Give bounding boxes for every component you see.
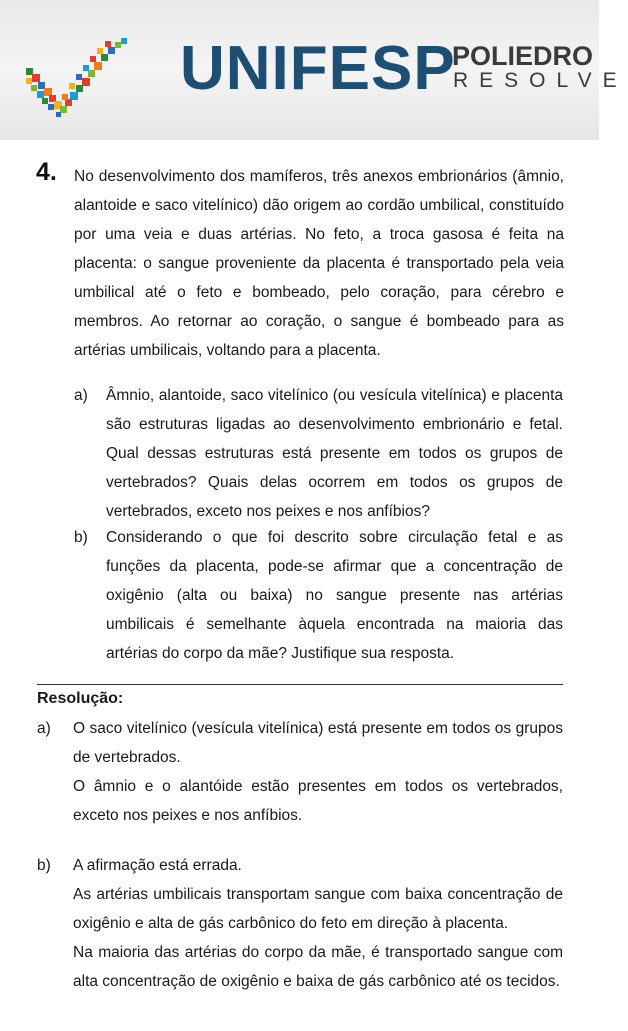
- item-text: Considerando o que foi descrito sobre circulação fetal e as funções da placenta, pode-se afirmar que a concentração de oxigênio (alta ou baixa) no sangue presente nas artérias umbilicais é semelhante àquela encontrada na maioria das artérias do corpo da mãe? Justifique sua resposta.: [106, 529, 563, 662]
- resolution-title: Resolução:: [37, 690, 124, 707]
- item-label: a): [74, 387, 88, 404]
- question-number: 4.: [36, 158, 57, 186]
- answer-line: O saco vitelínico (vesícula vitelínica) está presente em todos os grupos de vertebrados.: [73, 720, 563, 766]
- answer-label: a): [37, 720, 51, 737]
- answer-line: Na maioria das artérias do corpo da mãe, é transportado sangue com alta concentração de oxigênio e baixa de gás carbônico até os tecidos.: [73, 944, 563, 990]
- poliedro-logo-text: POLIEDRO: [452, 41, 594, 71]
- question-item-a: [74, 381, 564, 520]
- answer-a: [37, 714, 563, 834]
- item-text: Âmnio, alantoide, saco vitelínico (ou vesícula vitelínica) e placenta são estruturas ligadas ao desenvolvimento embrionário e fetal. Qual dessas estruturas está presente em todos os grupos de vertebrados? Quais delas ocorrem em todos os grupos de vertebrados, exceto nos peixes e nos anfíbios?: [106, 387, 563, 520]
- question-item-b: [74, 523, 564, 662]
- resolve-logo-text: RESOLVE: [453, 69, 628, 92]
- colorful-checkmark-logo: [22, 38, 130, 120]
- answer-label: b): [37, 857, 51, 874]
- answer-line: As artérias umbilicais transportam sangue com baixa concentração de oxigênio e alta de gás carbônico do feto em direção à placenta.: [73, 886, 563, 932]
- answer-b: [37, 851, 563, 1001]
- answer-line: O âmnio e o alantóide estão presentes em todos os vertebrados, exceto nos peixes e nos anfíbios.: [73, 778, 563, 824]
- unifesp-logo-text: UNIFESP: [180, 34, 456, 103]
- header-banner: [0, 0, 628, 140]
- answer-line: A afirmação está errada.: [73, 857, 242, 874]
- question-statement: No desenvolvimento dos mamíferos, três anexos embrionários (âmnio, alantoide e saco vitelínico) dão origem ao cordão umbilical, constituído por uma veia e duas artérias. No feto, a troca gasosa é feita na placenta: o sangue proveniente da placenta é transportado pela veia umbilical até o feto e bombeado, pelo coração, para cérebro e membros. Ao retornar ao coração, o sangue é bombeado para as artérias umbilicais, voltando para a placenta.: [74, 168, 564, 359]
- item-label: b): [74, 529, 88, 546]
- section-divider: [37, 684, 563, 685]
